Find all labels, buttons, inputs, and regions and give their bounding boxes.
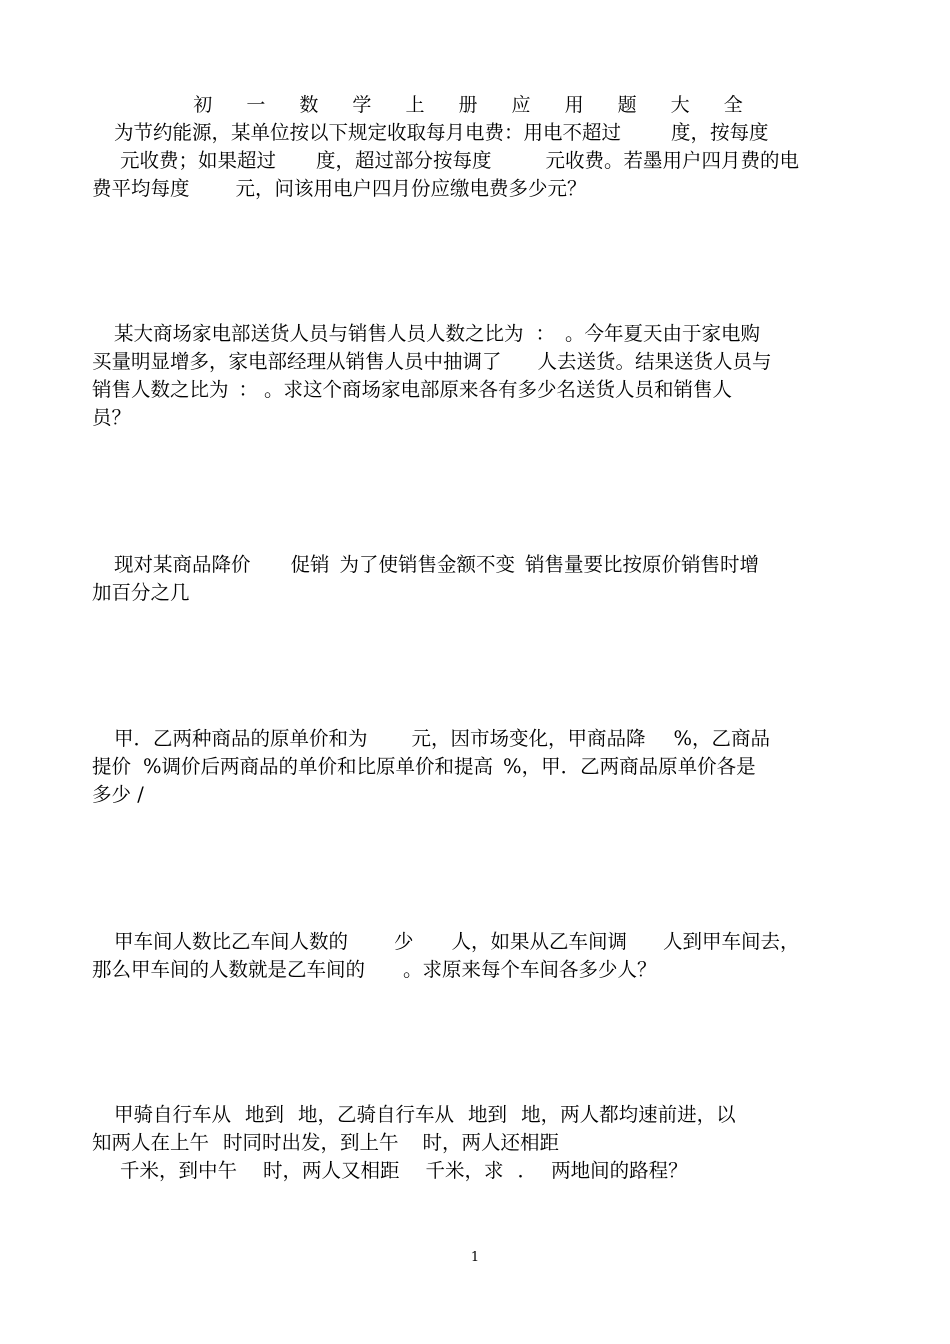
question-line xyxy=(92,119,862,147)
text-segment: 时，两人还相距 xyxy=(422,1131,560,1154)
text-segment: 甲骑自行车从 xyxy=(114,1103,232,1126)
text-segment: 度，超过部分按每度 xyxy=(316,149,492,172)
question-line xyxy=(92,928,862,956)
text-segment: 地到 xyxy=(468,1103,508,1126)
text-segment: 甲．乙两种商品的原单价和为 xyxy=(114,727,368,750)
text-segment: 那么甲车间的人数就是乙车间的 xyxy=(92,958,366,981)
text-segment: 地，乙骑自行车从 xyxy=(298,1103,455,1126)
question-2 xyxy=(92,320,862,432)
text-segment: 知两人在上午 xyxy=(92,1131,210,1154)
text-segment: 度，按每度 xyxy=(671,121,769,144)
text-segment: 人去送货。结果送货人员与 xyxy=(537,350,772,373)
text-segment: 。今年夏天由于家电购 xyxy=(565,322,761,345)
text-segment: 多少 / xyxy=(92,783,144,806)
question-line xyxy=(92,725,862,753)
text-segment: 销售人数之比为 xyxy=(92,378,229,401)
text-segment: 加百分之几 xyxy=(92,581,190,604)
question-line xyxy=(92,1157,862,1185)
text-segment: 元，因市场变化，甲商品降 xyxy=(411,727,646,750)
question-6 xyxy=(92,1101,862,1185)
question-3 xyxy=(92,551,862,607)
text-segment: ． xyxy=(517,1159,538,1182)
question-line xyxy=(92,1129,862,1157)
text-segment: 甲车间人数比乙车间人数的 xyxy=(114,930,349,953)
question-line xyxy=(92,348,862,376)
text-segment: 元收费。若墨用户四月费的电 xyxy=(545,149,800,172)
question-line xyxy=(92,320,862,348)
question-line xyxy=(92,753,862,781)
text-segment: 人到甲车间去， xyxy=(663,930,800,953)
question-line xyxy=(92,147,862,175)
text-segment: 时同时出发，到上午 xyxy=(223,1131,399,1154)
text-segment: 千米，到中午 xyxy=(120,1159,238,1182)
text-segment: ： xyxy=(238,378,259,401)
text-segment: 两地间的路程？ xyxy=(551,1159,688,1182)
question-line xyxy=(92,376,862,404)
text-segment: 为了使销售金额不变 xyxy=(339,553,516,576)
text-segment: 人，如果从乙车间调 xyxy=(451,930,628,953)
question-line xyxy=(92,404,862,432)
text-segment: 提价 xyxy=(92,755,132,778)
page-title: 初 一 数 学 上 册 应 用 题 大 全 xyxy=(193,94,757,116)
text-segment: ： xyxy=(535,322,556,345)
text-segment: 员？ xyxy=(92,406,132,429)
page-number: 1 xyxy=(470,1250,480,1265)
question-line xyxy=(92,781,862,809)
text-segment: 某大商场家电部送货人员与销售人员人数之比为 xyxy=(114,322,524,345)
question-1 xyxy=(92,119,862,203)
text-segment: 为节约能源，某单位按以下规定收取每月电费：用电不超过 xyxy=(114,121,622,144)
text-segment: 费平均每度 xyxy=(92,177,190,200)
text-segment: 地到 xyxy=(245,1103,285,1126)
text-segment: 千米，求 xyxy=(425,1159,504,1182)
text-segment: 。求这个商场家电部原来各有多少名送货人员和销售人 xyxy=(264,378,733,401)
text-segment: 少 xyxy=(394,930,414,953)
text-segment: 促销 xyxy=(290,553,330,576)
question-line xyxy=(92,579,862,607)
text-segment: 地，两人都均速前进，以 xyxy=(521,1103,736,1126)
question-line xyxy=(92,1101,862,1129)
text-segment: 元，问该用电户四月份应缴电费多少元？ xyxy=(235,177,587,200)
text-segment: %，甲．乙两商品原单价各是 xyxy=(503,755,756,778)
question-4 xyxy=(92,725,862,809)
text-segment: 买量明显增多，家电部经理从销售人员中抽调了 xyxy=(92,350,502,373)
text-segment: %，乙商品 xyxy=(673,727,771,750)
text-segment: 现对某商品降价 xyxy=(114,553,251,576)
text-segment: 元收费；如果超过 xyxy=(120,149,277,172)
text-segment: %调价后两商品的单价和比原单价和提高 xyxy=(143,755,494,778)
question-line xyxy=(92,551,862,579)
question-line xyxy=(92,956,862,984)
text-segment: 时，两人又相距 xyxy=(263,1159,400,1182)
question-line xyxy=(92,175,862,203)
question-5 xyxy=(92,928,862,984)
text-segment: 。求原来每个车间各多少人？ xyxy=(403,958,657,981)
text-segment: 销售量要比按原价销售时增 xyxy=(525,553,760,576)
